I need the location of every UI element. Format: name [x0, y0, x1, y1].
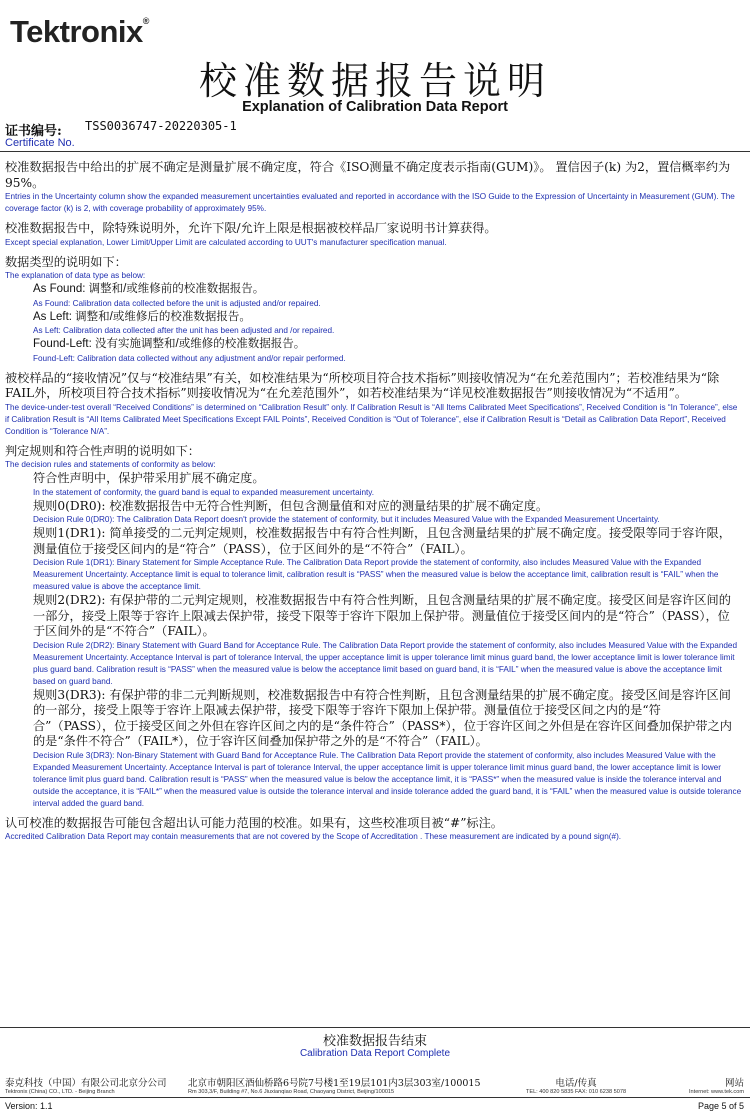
company-en: Tektronix (China) CO., LTD. - Beijing Branch	[5, 1089, 115, 1095]
found-left-en: Found-Left: Calibration data collected without any adjustment and/or repair performed.	[33, 353, 346, 363]
phone-en: TEL: 400 820 5835 FAX: 010 6238 5078	[525, 1089, 627, 1095]
rule-dr0-en: Decision Rule 0(DR0): The Calibration Data Report doesn't provide the statement of conformity, but it includes Measured Value with the Expanded Measurement Uncertainty.	[33, 515, 660, 524]
header-divider	[0, 151, 750, 152]
rule-dr2-en: Decision Rule 2(DR2): Binary Statement with Guard Band for Acceptance Rule. The Calibration Data Report provide the statement of conformity, also includes Measured Value with the Expanded Measurement Uncertainty. Acceptance Interval is part of tolerance Interval, the upper acceptance limit is upper tolerance limit minus guard band, the lower acceptance limit is lower tolerance limit plus guard band. Calibration result is “PASS” when the measured value is below the acceptance limit based on guard band, it is “FAIL” when the measured value is above the acceptance limit based on guard band.	[33, 640, 738, 686]
report-end-cn: 校准数据报告结束	[322, 1034, 427, 1049]
received-condition-en: The device-under-test overall “Received Conditions” is determined on “Calibration Result” only. If Calibration Result is “All Items Calibrated Meet Specifications”, Received Condition is “In Tolerance”, else if Calibration Result is “All Items Calibrated Meet Specifications Except FAIL Points”, Received Condition is “Out of Tolerance”, else if Calibration Result is “Detail as Calibration Data Report”, Received Condition is “Tolerance N/A”.	[5, 402, 738, 436]
guard-band-en: In the statement of conformity, the guard band is equal to expanded measurement uncertainty.	[33, 487, 375, 497]
accreditation-en: Accredited Calibration Data Report may contain measurements that are not covered by the Scope of Accreditation . These measurement are indicated by a pound sign(#).	[5, 832, 622, 841]
rule-dr1-cn: 规则1(DR1): 简单接受的二元判定规则，校准数据报告中有符合性判断，且包含测量结果的扩展不确定度。接受限等同于容许限，测量值位于接受区间内的是“符合”（PASS），位于区间外的是“不符合”（FAIL）。	[33, 526, 731, 556]
as-found-en: As Found: Calibration data collected before the unit is adjusted and/or repaired.	[33, 298, 321, 308]
rule-dr0-cn: 规则0(DR0): 校准数据报告中无符合性判断，但包含测量值和对应的测量结果的扩展不确定度。	[33, 498, 549, 513]
data-type-list	[5, 282, 742, 365]
uncertainty-cn: 校准数据报告中给出的扩展不确定是测量扩展不确定度，符合《ISO测量不确定度表示指南(GUM)》。 置信因子(k) 为2，置信概率约为95%。	[5, 160, 731, 190]
address-cn: 北京市朝阳区酒仙桥路6号院7号楼1至19层101内3层303室/100015	[188, 1078, 481, 1089]
guard-band-cn: 符合性声明中，保护带采用扩展不确定度。	[33, 471, 265, 485]
version-label: Version: 1.1	[5, 1101, 53, 1111]
as-left-en: As Left: Calibration data collected after the unit has been adjusted and /or repaired.	[33, 326, 335, 335]
received-condition-cn: 被校样品的“接收情况”仅与“校准结果”有关，如校准结果为“所校项目符合技术指标”则接收情况为“在允差范围内”；若校准结果为“除FAIL外，所校项目符合技术指标”则接收情况为“在允差范围外”，如若校准结果为“详见校准数据报告”则接收情况为“不适用”。	[5, 370, 720, 400]
limits-cn: 校准数据报告中，除特殊说明外，允许下限/允许上限是根据被校样品厂家说明书计算获得。	[5, 221, 497, 235]
rule-dr1-en: Decision Rule 1(DR1): Binary Statement for Simple Acceptance Rule. The Calibration Data Report provide the statement of conformity, also includes Measured Value with the Expanded Measurement Uncertainty. Acceptance limit is equal to tolerance limit, calibration result is “PASS” when the measured value is below the acceptance limit, calibration result is “FAIL” when the measured value is above the acceptance limit.	[33, 558, 719, 591]
footer-divider-top	[0, 1027, 750, 1028]
phone-cn: 电话/传真	[555, 1078, 597, 1089]
decision-rules-heading-cn: 判定规则和符合性声明的说明如下：	[5, 443, 200, 458]
web-cn: 网站	[724, 1078, 744, 1089]
page-number: Page 5 of 5	[697, 1101, 744, 1111]
uncertainty-en: Entries in the Uncertainty column show the expanded measurement uncertainties evaluated and reported in accordance with the ISO Guide to the Expression of Uncertainty in Measurement (GUM). The coverage factor (k) is 2, with coverage probability of approximately 95%.	[5, 192, 735, 213]
report-end-en: Calibration Data Report Complete	[299, 1048, 451, 1059]
tektronix-logo: Tektronix®	[10, 14, 149, 49]
data-type-heading-cn: 数据类型的说明如下：	[5, 254, 127, 269]
footer-divider-bottom	[0, 1097, 750, 1098]
limits-en: Except special explanation, Lower Limit/Upper Limit are calculated according to UUT's manufacturer specification manual.	[5, 237, 447, 247]
footer-company	[5, 1075, 167, 1095]
page-title-en: Explanation of Calibration Data Report	[242, 99, 508, 115]
certificate-label-cn: 证书编号:	[5, 124, 62, 139]
certificate-number: TSS0036747-20220305-1	[85, 119, 237, 133]
accreditation-cn: 认可校准的数据报告可能包含超出认可能力范围的校准。如果有，这些校准项目被“#”标注。	[5, 815, 503, 830]
rule-dr2-cn: 规则2(DR2): 有保护带的二元判定规则，校准数据报告中有符合性判断，且包含测量结果的扩展不确定度。接受区间是容许区间的一部分，接受上限等于容许上限减去保护带，接受下限等于容许下限加上保护带。测量值位于接受区间内的是“符合”（PASS），位于区间外的是“不符合”（FAIL）。	[33, 593, 731, 638]
footer-web	[689, 1075, 744, 1095]
found-left-cn: Found-Left: 没有实施调整和/或维修的校准数据报告。	[33, 338, 306, 350]
footer-address	[188, 1075, 481, 1095]
footer-phone	[517, 1075, 635, 1095]
data-type-heading-en: The explanation of data type as below:	[5, 271, 146, 280]
page-title-cn: 校准数据报告说明	[198, 59, 551, 103]
rule-dr3-en: Decision Rule 3(DR3): Non-Binary Statement with Guard Band for Acceptance Rule. The Calibration Data Report provide the statement of conformity, also includes Measured Value with the Expanded Measurement Uncertainty. Acceptance Interval is part of tolerance Interval, the upper acceptance limit is upper tolerance limit minus guard band, the lower acceptance limit is lower tolerance limit plus guard band. Calibration result is “PASS” when the measured value is below the acceptance limit, it is “PASS*” when the measured value is inside the tolerance interval and outside the acceptance, it is “FAIL*” when the measured value is outside the tolerance interval and inside tolerance added the guard band, it is “FAIL” when the measured value is outside tolerance interval added the guard band.	[33, 750, 742, 808]
web-en: Internet: www.tek.com	[688, 1089, 744, 1095]
as-found-cn: As Found: 调整和/或维修前的校准数据报告。	[33, 283, 265, 295]
company-cn: 泰克科技（中国）有限公司北京分公司	[5, 1078, 167, 1089]
document-body	[5, 160, 742, 843]
decision-rule-list	[5, 471, 742, 810]
certificate-label-en: Certificate No.	[5, 137, 75, 149]
rule-dr3-cn: 规则3(DR3): 有保护带的非二元判断规则，校准数据报告中有符合性判断，且包含测量结果的扩展不确定度。接受区间是容许区间的一部分，接受上限等于容许上限减去保护带，接受下限等于容许下限加上保护带。测量值位于接受区间之内的是“符合”（PASS），位于接受区间之外但在容许区间之内的是“条件符合”（PASS*），位于容许区间之外但是在容许区间叠加保护带之内的是“条件不符合”（FAIL*），位于容许区间叠加保护带之外的是“不符合”（FAIL）。	[33, 687, 732, 748]
as-left-cn: As Left: 调整和/或维修后的校准数据报告。	[33, 310, 251, 323]
address-en: Rm 303,3/F, Building #7, No.6 Jiuxianqiao Road, Chaoyang District, Beijing/100015	[188, 1089, 395, 1095]
decision-rules-heading-en: The decision rules and statements of conformity as below:	[5, 460, 216, 469]
